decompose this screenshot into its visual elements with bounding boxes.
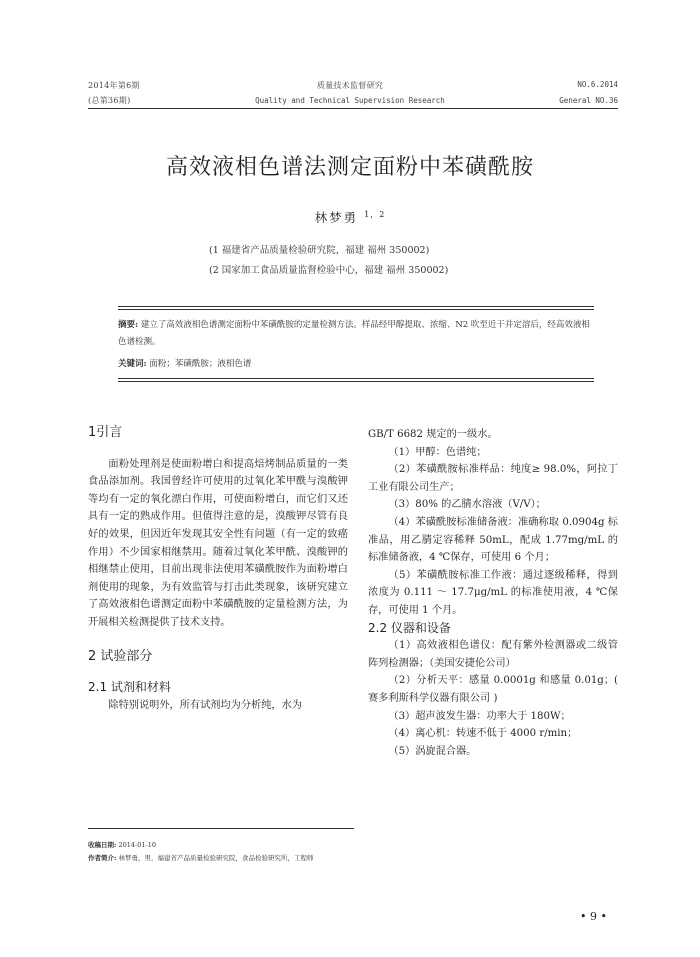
section-2-heading: 2 试验部分 (88, 648, 153, 664)
footnote-rule (88, 828, 354, 829)
section-2-1-heading: 2.1 试剂和材料 (88, 680, 171, 695)
instrument-item: （5）涡旋混合器。 (388, 745, 477, 757)
author-bio (88, 853, 313, 862)
header-journal-en: Quality and Technical Supervision Research (255, 96, 445, 105)
reagent-item: （2）苯磺酰胺标准样品：纯度≥ 98.0%，阿拉丁工业有限公司生产； (368, 464, 618, 493)
received-label: 收稿日期: (88, 841, 117, 849)
instrument-item: （1）高效液相色谱仪：配有紫外检测器或二级管阵列检测器；（美国安捷伦公司） (368, 640, 618, 669)
abstract-bottom-rule-2 (118, 381, 594, 382)
author-bio-label: 作者简介: (88, 854, 117, 862)
section-1-heading: 1引言 (88, 425, 123, 440)
received-value: 2014-01-10 (118, 841, 156, 849)
author-bio-value: 林梦勇，男，福建省产品质量检验研究院，食品检验研究所，工程师 (118, 854, 314, 862)
header-rule (88, 108, 618, 109)
keywords-label: 关键词: (118, 359, 147, 369)
abstract-label: 摘要: (118, 320, 139, 330)
section-2-1-text: 除特别说明外，所有试剂均为分析纯，水为 (108, 699, 302, 711)
instrument-item: （2）分析天平：感量 0.0001g 和感量 0.01g；( 赛多利斯科学仪器有限公司 ) (368, 675, 618, 704)
header-journal-cn: 质量技术监督研究 (316, 81, 384, 90)
reagent-item: （3）80% 的乙腈水溶液（V/V）； (388, 499, 546, 511)
author (0, 208, 700, 226)
intro-paragraph: 面粉处理剂是使面粉增白和提高焙烤制品质量的一类食品添加剂。我国曾经许可使用的过氧化苯甲酰与溴酸钾等均有一定的氧化漂白作用，可使面粉增白，而它们又还具有一定的熟成作用。但值得注意的是，溴酸钾尽管有良好的效果，但因近年发现其安全性有问题（有一定的致癌作用）不少国家相继禁用。随着过氧化苯甲酰、溴酸钾的相继禁止使用，目前出现非法使用苯磺酰胺作为面粉增白剂使用的现象，为有效监管与打击此类现象，该研究建立了高效液相色谱测定面粉中苯磺酰胺的定量检测方法，为开展相关检测提供了技术支持。 (88, 458, 348, 628)
header-issue: 2014年第6期 (88, 81, 140, 90)
reagent-item: （4）苯磺酰胺标准储备液：准确称取 0.0904g 标准品，用乙腈定容稀释 50mL，配成 1.77mg/mL 的标准储备液，4 ℃保存，可使用 6 个月； (368, 516, 618, 564)
affiliation-1: (1 福建省产品质量检验研究院，福建 福州 350002) (209, 245, 430, 256)
header-total-issue: (总第36期) (88, 96, 131, 105)
page-number: • 9 • (580, 910, 607, 923)
water-spec-text: GB/T 6682 规定的一级水。 (368, 429, 498, 440)
reagent-item: （1）甲醇：色谱纯； (388, 446, 487, 458)
instrument-item: （4）离心机：转速不低于 4000 r/min； (388, 728, 578, 740)
abstract-top-rule-2 (118, 309, 594, 310)
affiliation-2: (2 国家加工食品质量监督检验中心，福建 福州 350002) (209, 265, 449, 276)
header-number: NO.6.2014 (577, 80, 618, 89)
header-general-number: General NO.36 (559, 96, 618, 105)
instrument-item: （3）超声波发生器：功率大于 180W； (388, 710, 571, 722)
right-column (368, 426, 618, 760)
author-affiliation-marks: 1，2 (364, 209, 386, 219)
abstract-text: 建立了高效液相色谱测定面粉中苯磺酰胺的定量检测方法。样品经甲醇提取、浓缩、N2 吹至近干并定溶后，经高效液相色谱检测。 (118, 320, 590, 347)
abstract (118, 317, 594, 351)
abstract-bottom-rule-1 (118, 378, 594, 379)
received-date (88, 840, 156, 849)
abstract-top-rule-1 (118, 306, 594, 307)
section-2-2-heading: 2.2 仪器和设备 (368, 620, 451, 635)
keywords (118, 356, 594, 373)
keywords-text: 面粉；苯磺酰胺；液相色谱 (149, 359, 252, 369)
reagent-item: （5）苯磺酰胺标准工作液：通过逐级稀释，得到浓度为 0.111 ～ 17.7μg/mL 的标准使用液，4 ℃保存，可使用 1 个月。 (368, 569, 618, 616)
author-name: 林梦勇 (314, 210, 359, 225)
paper-title: 高效液相色谱法测定面粉中苯磺酰胺 (165, 155, 534, 180)
left-column (88, 424, 348, 714)
